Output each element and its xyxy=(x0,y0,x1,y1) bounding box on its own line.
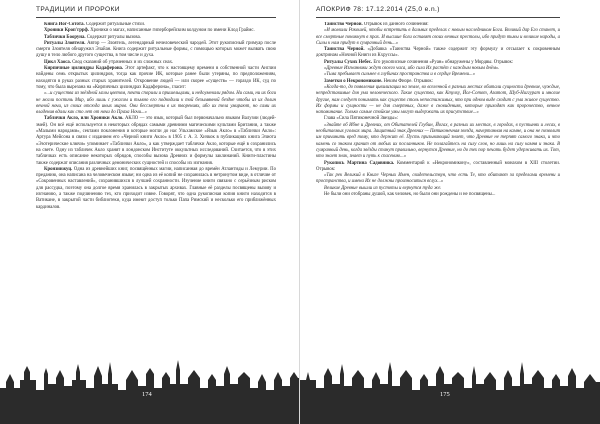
paragraph-term: Таинства Черной. xyxy=(324,47,365,53)
paragraph-text: Одна из древнейших книг, посвящённых магии, написанная до времён Атлантиды и Лемурии. По преданию, она написана на человеческом языке; ни одна из её копий не сохранилась в нетронутом виде, в отличие от «Сокровенных наставлений», сохранившихся в лучшей сохранности. Изучение книги связано с серьёзным риском для рассудка, поэтому она долгое время хранилась в закрытых архивах. Главные её разделы посвящены вызову и изгнанию, а также подчинению тех, кто приходит извне. Говорят, что одна рукописная копия книги находится в Ватикане, в закрытой части библиотеки, куда имеют доступ только Папа Римский и несколько его приближённых кардиналов. xyxy=(36,166,276,210)
body-paragraph xyxy=(36,167,276,211)
paragraph-text: АКЛО — это язык, который был первоначально языком Валузии (людей-змей). Он всё ещё используется в некоторых обрядах самыми древними магическими культами Британии, а также «Малыми народами», сектами поклонения и которые могли до нас Ульхамское «Язык Акло» в «Таблички Акло»: Артура Мейсона в связи с изданием его «Черной книги Акло» в 1905 г. А. З. Хичкок в публикациях книга Элиота «Эзотерические ключи» упоминает «Таблички Акло», а как утверждает таблички Акло, которые ещё в сохранились на свете. Одну из табличек Акло хранят в лондонском Институте оккультных исследований. Считается, что в этих табличках есть описание некоторых обрядов, способы вызова Древних и формулы заклинаний. Книги-пластины также содержат описания различных демонических сущностей и способы их изгнания. xyxy=(36,116,276,166)
paragraph-text: Этот артефакт, что к настоящему времени в собственной части Англии найдены семь открытых цилиндров, тогда как прочие ИК, которые ранее были утеряны, по предположениям, находятся в руках разных старых хранителей. Откровение людей — или скорее «существ» — гораздо ИК, суд по тому, что была вырезана на «Кирпичных цилиндрах Кадаферона», гласит: xyxy=(36,66,276,90)
paragraph-term: Заметки о Некрономиконе. xyxy=(324,78,383,84)
body-paragraph xyxy=(316,173,560,186)
paragraph-term: Хроники Кроп'гррф. xyxy=(44,28,90,34)
right-header-rule xyxy=(316,17,560,18)
right-city-skyline-illustration xyxy=(300,344,600,424)
paragraph-text: «Добавка «Таинства Черной» также содержит эту формулу и отсылает к сокровенным доктринам «Ночной Книги из Кхруссы». xyxy=(316,47,560,59)
body-paragraph xyxy=(36,41,276,60)
paragraph-text: «И молвили Ракошей, чтобы встретить в дальних пределах с новым наследником Бога. Великий дар Его станет, и все смертные поникнут в прах. И высшие боги оставят своих вечных престолы, ибо придут тьмы и великие народы, а Силы к нам придут в сумрачный день...» xyxy=(316,28,560,46)
body-paragraph xyxy=(316,123,560,161)
paragraph-text: Автор — Злоятель, легендарный нечеловеческий чародей. Этот рукописный гримуар после смерти Злоятеля обнаружил Элайан. Книга содержит ритуальные формы, с помощью которых может вызвать свою душу в тело любого другого существа, в том числе и духа. xyxy=(36,40,276,59)
body-paragraph xyxy=(36,91,276,116)
body-paragraph xyxy=(36,66,276,91)
paragraph-text: «Знайте об Ибне и Древних, от Обитателей Глубин, Йогах, в разных их местах, в городах, в пустынях и лесах, в необитаемых уголках мира. Защитный знак Древних — Пятиконечная звезда, начертанная на камне, и она не позволит им причинить вред тому, кто держит её. Пусть призывающий знает, что Древние не терпят самого знака, и что камень со знаком хранит от любых их посланников. Не полагайтесь на силу слов, но лишь на силу камня и знака. В сумрачный день, когда звёзды станут правильно, вернутся Древние, но до тех пор печать будет удерживать их. Тот, кто знает знак, знает и путь к спасению...» xyxy=(316,122,560,160)
body-paragraph xyxy=(316,28,560,47)
paragraph-term: Цикл Хаоса. xyxy=(44,59,71,65)
paragraph-term: Таблички Акло, или Хроники Акло. xyxy=(44,116,124,122)
paragraph-text: «Тьма пребывает сильнее в глубинах пространства и в сердце Времени...» xyxy=(324,72,475,78)
paragraph-text: Отрывок из данного сочинения: xyxy=(362,22,429,27)
paragraph-text: «Древние Изгнанники ждут своего часа, ибо сила Их растёт с каждым новым днём». xyxy=(324,66,500,72)
left-running-header: ТРАДИЦИИ И ПРОРОКИ xyxy=(36,6,120,13)
paragraph-term: Кронзинжуц. xyxy=(44,166,73,172)
paragraph-text: Содержат ритуалы вызова. xyxy=(85,34,141,40)
right-page xyxy=(300,0,600,424)
paragraph-text: Комментарий к «Некрономикону», составленный монахом в XIII столетии. Отрывок: xyxy=(316,160,560,172)
body-paragraph xyxy=(316,161,560,174)
paragraph-text: Великие Древние вышли из пустоты и вернутся туда же. xyxy=(324,185,442,191)
paragraph-term: Кирпичные цилиндры Кадаферона. xyxy=(44,66,124,72)
right-page-number: 175 xyxy=(440,391,450,398)
paragraph-text: Хроники о магах, написанные гиперборейским колдуном по имени Клод Граймс. xyxy=(89,28,255,34)
paragraph-text: Содержит ритуальные стихи. xyxy=(84,22,146,27)
body-paragraph xyxy=(316,85,560,116)
paragraph-text: «Когда-то, до появления цивилизации на земле, во вселенной в разных местах обитали сущности древние, чуждые, непредставимые для ума человеческого. Такие существа, как Ктулху, Йог-Сотот, Азатот, Шуб-Ниггурат и многие другие, нам следует понимать как существ столь непостижимых, что при одном виде сходит с ума живое существо. Их формы и сущности — не для смертных, даже в сновидениях, которые приходят как пророчество, вечное напоминание. Только самые стойкие умы могут выдержать их присутствие...» xyxy=(316,84,560,116)
paragraph-term: Таблички Бооруна. xyxy=(44,34,86,40)
paragraph-text: Его рукописные сочинения «Руан» обнаружены у Мордвы. Отрывок: xyxy=(372,59,514,65)
left-page-number: 174 xyxy=(142,391,152,398)
left-city-skyline-illustration xyxy=(0,344,300,424)
paragraph-term: Книга Йог-Сотота. xyxy=(44,22,85,27)
paragraph-term: Ритуалы Злоятеля. xyxy=(44,40,86,46)
paragraph-text: Глава «Сила Пятиконечной Звезды»: xyxy=(324,116,399,122)
paragraph-term: Таинство Черной. xyxy=(324,22,363,27)
right-running-header: АПОКРИФ 78: 17.12.2014 (Z5,0 e.n.) xyxy=(316,6,440,13)
body-paragraph xyxy=(316,47,560,60)
paragraph-text: «...и существа из звёздной мглы цветом, почти спорили и пришельцами, и недоумевали рядом. Ни сами, ни их боги не могли постичь Мир, ибо лишь с ужасом и тьмою его подводили к той безымянной бездне чтобы из их долин вечной ночи, из своих отсюда иных миров. Они бессмертны в их творениях, ибо их тела умирают, но сами их владения вдали как сто лет от ночи до Праха Ночи...» xyxy=(36,91,276,116)
body-paragraph xyxy=(316,192,560,198)
paragraph-text: Не были они отобраны душой, как человек, но были они рождены и не посвящены... xyxy=(324,192,496,198)
paragraph-text: Свод сказаний об утраченных и их сложных снах. xyxy=(70,59,174,65)
paragraph-text: Неким Фиоре. Отрывок: xyxy=(382,78,434,84)
right-body-text xyxy=(316,22,560,350)
paragraph-term: Рукопись Мартина Садовника. xyxy=(324,160,395,166)
left-body-text xyxy=(36,22,276,350)
paragraph-term: Ритуалы Сухих Небес. xyxy=(324,59,373,65)
paragraph-text: «Так рек Великий в Книге Черных Имен, свидетельствуя, что есть Те, кто обитают за пределами времени и пространства, и имена Их не должны произноситься вслух...» xyxy=(316,173,560,185)
left-header-rule xyxy=(36,17,276,18)
body-paragraph xyxy=(36,116,276,166)
